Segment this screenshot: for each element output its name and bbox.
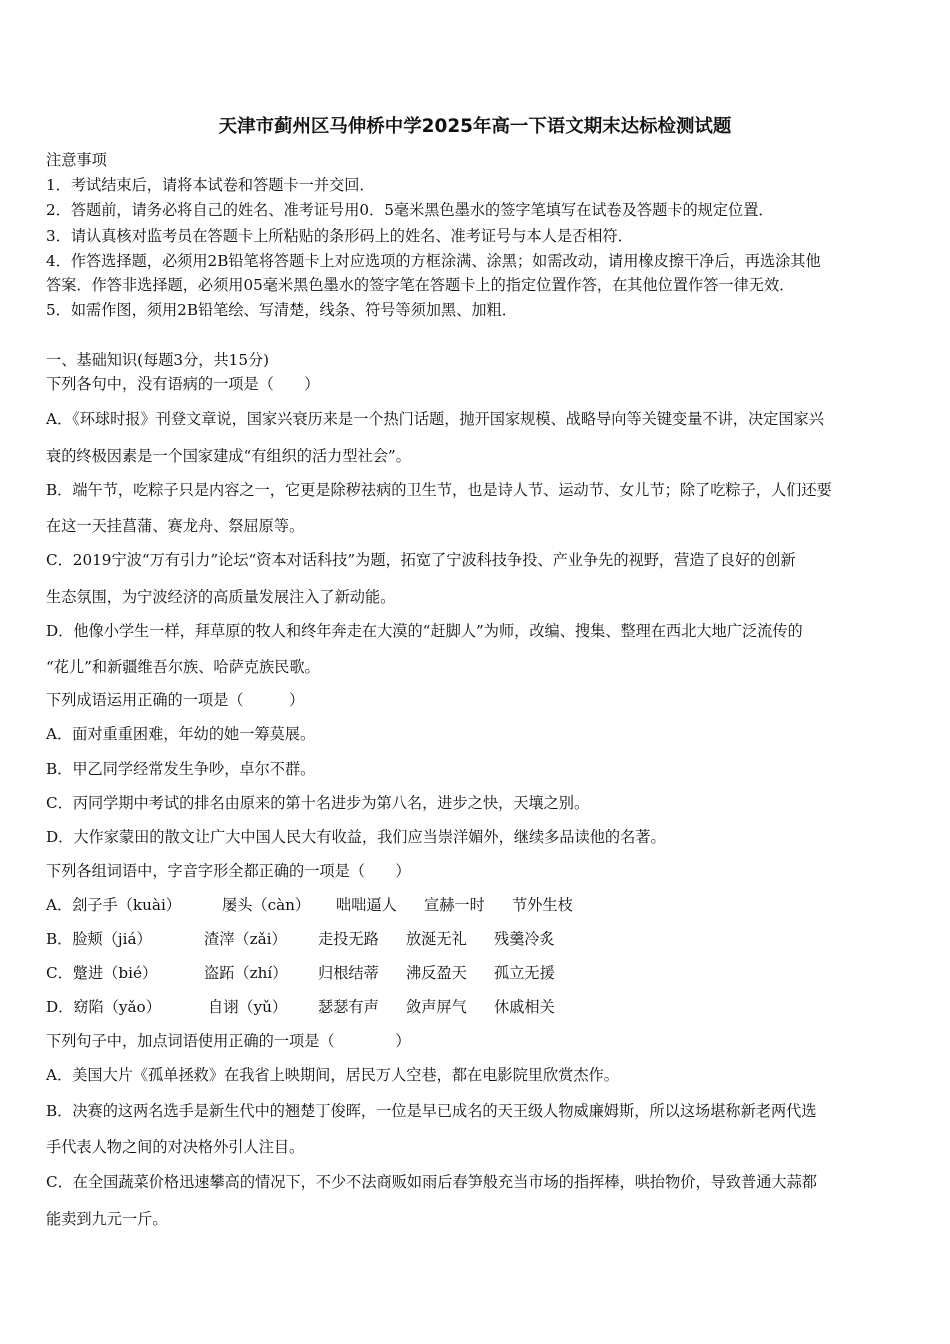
q3-stem: 下列各组词语中，字音字形全都正确的一项是（ ） [46, 862, 411, 880]
q1-option-b: B．端午节，吃粽子只是内容之一，它更是除秽祛病的卫生节，也是诗人节、运动节、女儿节；除了吃粽子，人们还要 [46, 481, 832, 499]
q3-c-word-2: 盗跖（zhí） [204, 964, 288, 982]
q1-option-a: A．《环球时报》刊登文章说，国家兴衰历来是一个热门话题，抛开国家规模、战略导向等关键变量不讲，决定国家兴 [46, 410, 824, 428]
q3-c-word-4: 沸反盈天 [406, 964, 467, 982]
q4-option-b-cont: 手代表人物之间的对决格外引人注目。 [46, 1138, 305, 1156]
q3-c-word-5: 孤立无援 [494, 964, 555, 982]
q3-d-word-4: 敛声屏气 [406, 998, 467, 1016]
q3-option-d [46, 997, 555, 1017]
q4-option-c: C．在全国蔬菜价格迅速攀高的情况下，不少不法商贩如雨后春笋般充当市场的指挥棒，哄抬物价，导致普通大蒜都 [46, 1173, 817, 1191]
notice-item-5: 5．如需作图，须用2B铅笔绘、写清楚，线条、符号等须加黑、加粗． [46, 301, 517, 319]
q2-option-d: D．大作家蒙田的散文让广大中国人民大有收益，我们应当崇洋媚外，继续多品读他的名著。 [46, 828, 666, 846]
q1-option-b-cont: 在这一天挂菖蒲、赛龙舟、祭屈原等。 [46, 517, 305, 535]
q4-option-b: B．决赛的这两名选手是新生代中的翘楚丁俊晖，一位是早已成名的天王级人物威廉姆斯，所以这场堪称新老两代选 [46, 1102, 817, 1120]
q1-stem: 下列各句中，没有语病的一项是（ ） [46, 375, 320, 393]
q2-option-c: C．丙同学期中考试的排名由原来的第十名进步为第八名，进步之快，天壤之别。 [46, 794, 590, 812]
q3-a-word-1: A．刽子手（kuài） [46, 896, 181, 914]
q3-option-b [46, 929, 555, 949]
q3-b-word-1: B．脸颊（jiá） [46, 930, 152, 948]
q1-option-a-cont: 衰的终极因素是一个国家建成“有组织的活力型社会”。 [46, 447, 411, 465]
notice-item-1: 1．考试结束后，请将本试卷和答题卡一并交回． [46, 176, 375, 194]
q4-option-a: A．美国大片《孤单拯救》在我省上映期间，居民万人空巷，都在电影院里欣赏杰作。 [46, 1066, 619, 1084]
q3-d-word-5: 休戚相关 [494, 998, 555, 1016]
q3-c-word-1: C．蹩进（bié） [46, 964, 158, 982]
notice-item-4: 4．作答选择题，必须用2B铅笔将答题卡上对应选项的方框涂满、涂黑；如需改动，请用橡皮擦干净后，再选涂其他 [46, 252, 821, 270]
q3-option-c [46, 963, 555, 983]
q3-a-word-2: 屡头（càn） [222, 896, 311, 914]
q3-d-word-1: D．窈陷（yǎo） [46, 998, 161, 1016]
notice-item-3: 3．请认真核对监考员在答题卡上所粘贴的条形码上的姓名、准考证号与本人是否相符． [46, 227, 633, 245]
q3-c-word-3: 归根结蒂 [318, 964, 379, 982]
q3-b-word-5: 残羹冷炙 [494, 930, 555, 948]
notice-heading: 注意事项 [46, 151, 107, 169]
q2-stem: 下列成语运用正确的一项是（ ） [46, 691, 305, 709]
section-heading: 一、基础知识(每题3分，共15分) [46, 351, 270, 369]
q1-option-c-cont: 生态氛围，为宁波经济的高质量发展注入了新动能。 [46, 588, 396, 606]
q2-option-a: A．面对重重困难，年幼的她一筹莫展。 [46, 725, 316, 743]
q3-b-word-2: 渣滓（zǎi） [204, 930, 287, 948]
q3-a-word-5: 节外生枝 [512, 896, 573, 914]
q1-option-c: C．2019宁波“万有引力”论坛“资本对话科技”为题，拓宽了宁波科技争投、产业争先的视野，营造了良好的创新 [46, 551, 796, 569]
q3-d-word-3: 瑟瑟有声 [318, 998, 379, 1016]
q3-b-word-4: 放涎无礼 [406, 930, 467, 948]
q2-option-b: B．甲乙同学经常发生争吵，卓尔不群。 [46, 760, 316, 778]
q3-b-word-3: 走投无路 [318, 930, 379, 948]
q4-stem: 下列句子中，加点词语使用正确的一项是（ ） [46, 1032, 411, 1050]
q3-a-word-4: 宣赫一时 [424, 896, 485, 914]
q1-option-d-cont: “花儿”和新疆维吾尔族、哈萨克族民歌。 [46, 658, 320, 676]
q4-option-c-cont: 能卖到九元一斤。 [46, 1210, 168, 1228]
notice-item-4-cont: 答案．作答非选择题，必须用05毫米黑色墨水的签字笔在答题卡上的指定位置作答，在其他位置作答一律无效． [46, 276, 795, 294]
notice-item-2: 2．答题前，请务必将自己的姓名、准考证号用0．5毫米黑色墨水的签字笔填写在试卷及答题卡的规定位置． [46, 201, 774, 219]
q1-option-d: D．他像小学生一样，拜草原的牧人和终年奔走在大漠的“赶脚人”为师，改编、搜集、整理在西北大地广泛流传的 [46, 622, 803, 640]
q3-option-a [46, 895, 573, 915]
document-title: 天津市蓟州区马伸桥中学2025年高一下语文期末达标检测试题 [218, 116, 732, 137]
q3-d-word-2: 自诩（yǔ） [208, 998, 288, 1016]
q3-a-word-3: 咄咄逼人 [336, 896, 397, 914]
